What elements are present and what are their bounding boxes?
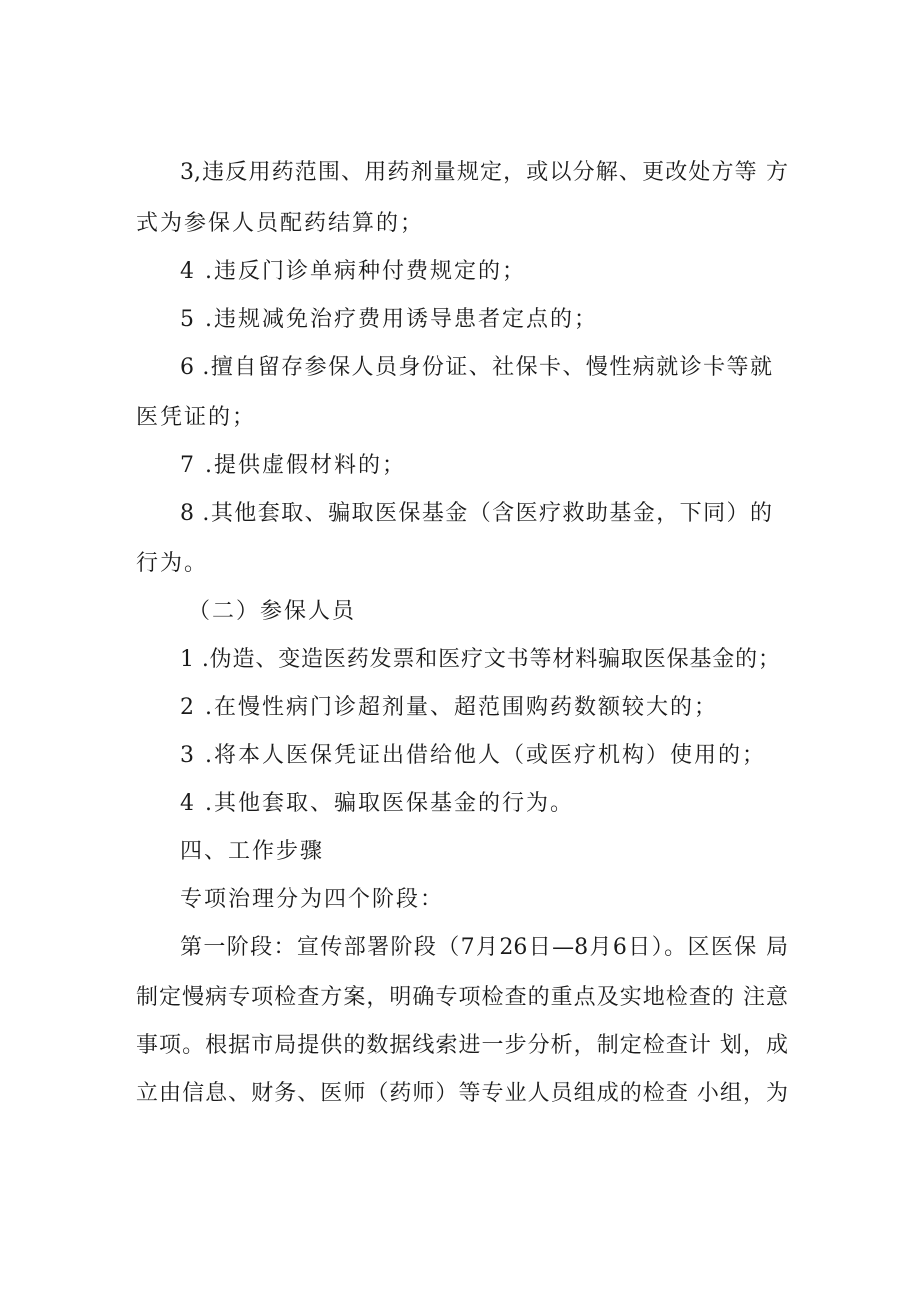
paragraph-line: 第一阶段：宣传部署阶段（7月26日—8月6日）。区医保 局 xyxy=(180,935,788,960)
list-item: 8 .其他套取、骗取医保基金（含医疗救助基金，下同）的 xyxy=(180,501,772,526)
list-item: 3 .将本人医保凭证出借给他人（或医疗机构）使用的； xyxy=(180,743,766,768)
list-item: 7 .提供虚假材料的； xyxy=(180,453,406,478)
paragraph-line: 立由信息、财务、医师（药师）等专业人员组成的检查 小组，为 xyxy=(136,1081,788,1106)
list-item: 2 .在慢性病门诊超剂量、超范围购药数额较大的； xyxy=(180,695,718,720)
paragraph-line: 行为。 xyxy=(136,551,209,576)
paragraph-line: 事项。根据市局提供的数据线索进一步分析，制定检查计 划，成 xyxy=(136,1033,788,1058)
paragraph-line: 医凭证的； xyxy=(136,405,257,430)
list-item: 4 .违反门诊单病种付费规定的； xyxy=(180,259,526,284)
paragraph-line: 式为参保人员配药结算的； xyxy=(136,211,425,236)
list-item: 6 .擅自留存参保人员身份证、社保卡、慢性病就诊卡等就 xyxy=(180,355,772,380)
section-heading: （二）参保人员 xyxy=(188,599,357,624)
list-item: 5 .违规减免治疗费用诱导患者定点的； xyxy=(180,307,598,332)
list-item: 4 .其他套取、骗取医保基金的行为。 xyxy=(180,791,574,816)
paragraph-line: 制定慢病专项检查方案，明确专项检查的重点及实地检查的 注意 xyxy=(136,985,788,1010)
section-heading: 四、工作步骤 xyxy=(180,839,325,864)
paragraph-line: 专项治理分为四个阶段： xyxy=(180,887,445,912)
list-item: 1 .伪造、变造医药发票和医疗文书等材料骗取医保基金的； xyxy=(180,647,780,672)
paragraph-line: 3,违反用药范围、用药剂量规定，或以分解、更改处方等 方 xyxy=(180,160,788,185)
